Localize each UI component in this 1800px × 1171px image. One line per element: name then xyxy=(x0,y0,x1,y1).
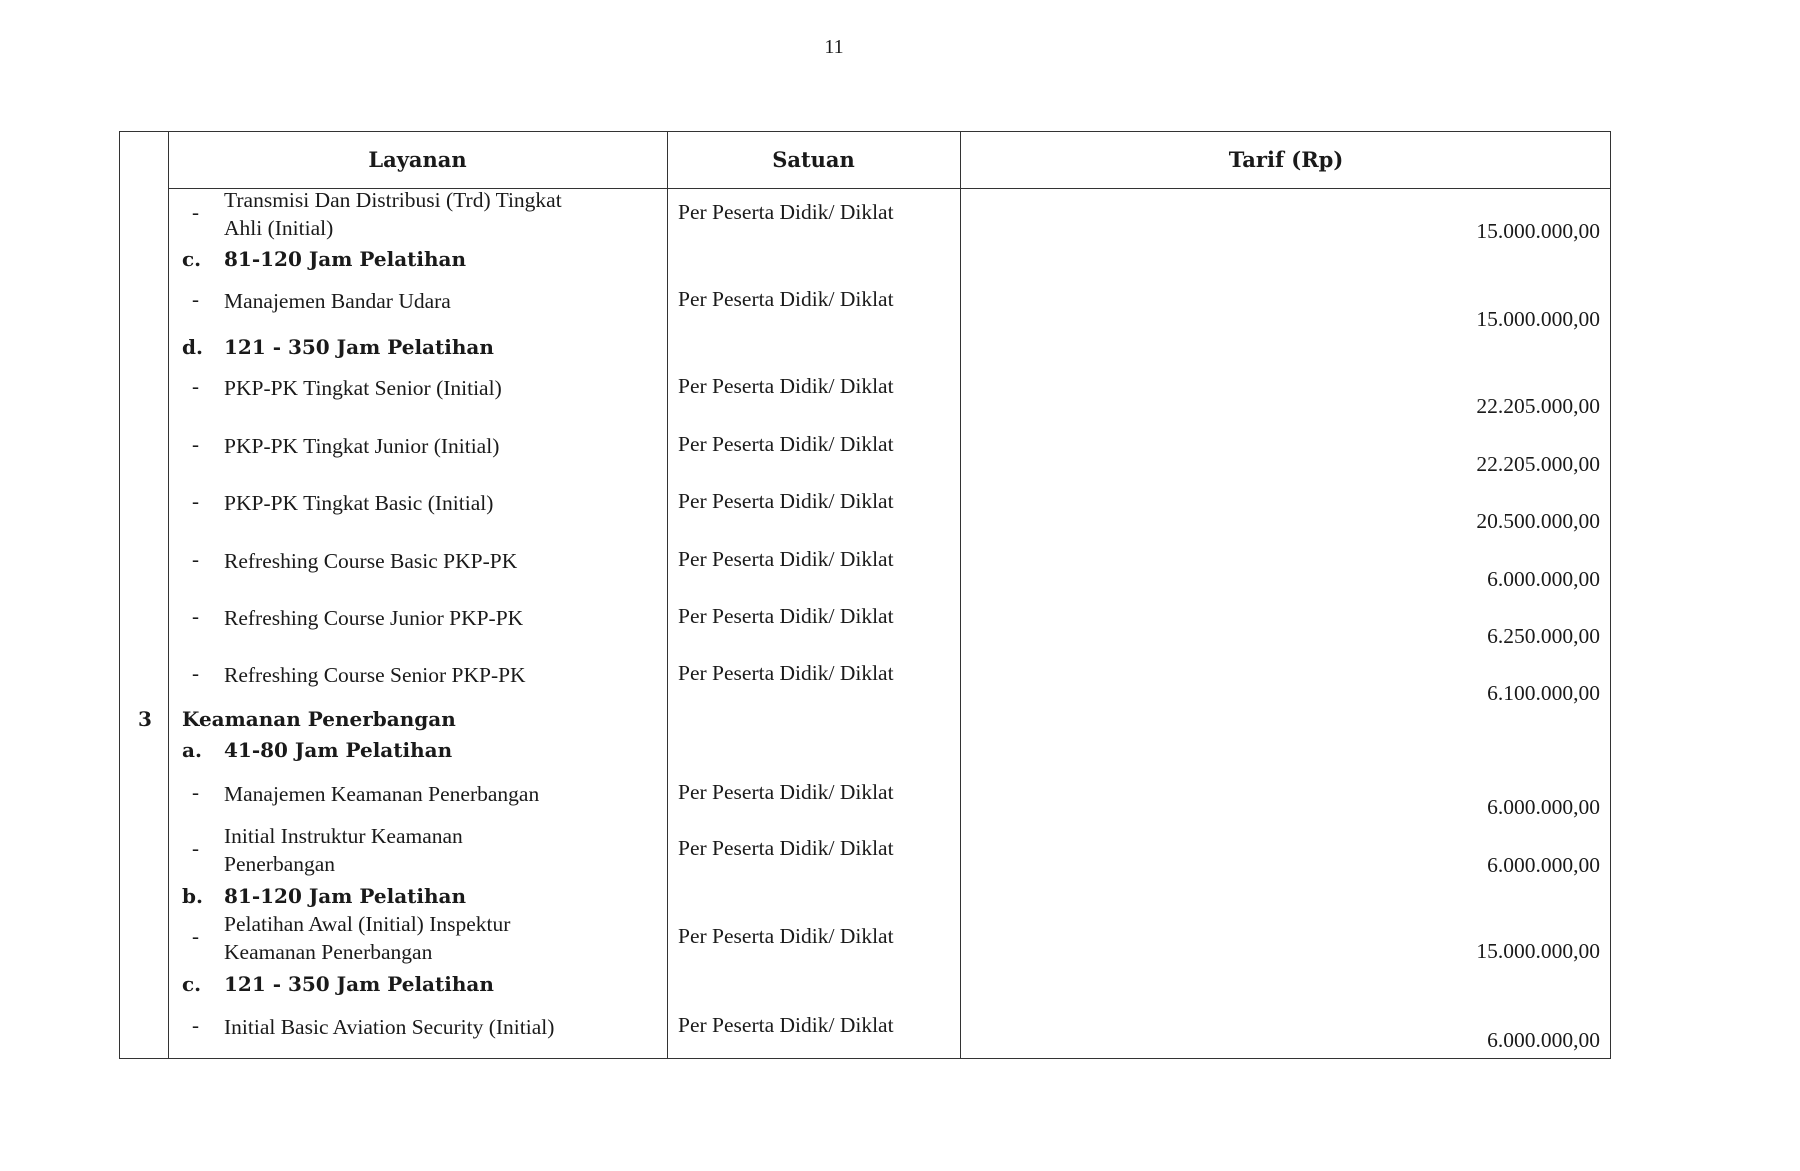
satuan-cell: Per Peserta Didik/ Diklat xyxy=(678,780,894,804)
tarif-cell: 6.000.000,00 xyxy=(1487,1028,1600,1052)
item-label: Refreshing Course Junior PKP-PK xyxy=(224,606,524,630)
tarif-cell: 6.000.000,00 xyxy=(1487,795,1600,819)
item-bullet: - xyxy=(192,924,199,948)
section-number: 3 xyxy=(138,707,152,731)
item-bullet: - xyxy=(192,287,199,311)
item-label: PKP-PK Tingkat Junior (Initial) xyxy=(224,434,500,458)
tarif-cell: 6.000.000,00 xyxy=(1487,853,1600,877)
tarif-cell: 22.205.000,00 xyxy=(1476,452,1600,476)
col-divider-satuan xyxy=(960,132,961,1058)
tarif-cell: 6.100.000,00 xyxy=(1487,681,1600,705)
item-label: Manajemen Keamanan Penerbangan xyxy=(224,782,540,806)
satuan-cell: Per Peserta Didik/ Diklat xyxy=(678,924,894,948)
satuan-cell: Per Peserta Didik/ Diklat xyxy=(678,604,894,628)
tariff-table xyxy=(119,131,1611,1059)
satuan-cell: Per Peserta Didik/ Diklat xyxy=(678,374,894,398)
item-bullet: - xyxy=(192,200,199,224)
item-bullet: - xyxy=(192,661,199,685)
subsection-letter: d. xyxy=(182,335,203,359)
item-label-continued: Keamanan Penerbangan xyxy=(224,940,433,964)
col-divider-layanan xyxy=(667,132,668,1058)
subsection-title: 121 - 350 Jam Pelatihan xyxy=(224,972,494,996)
satuan-cell: Per Peserta Didik/ Diklat xyxy=(678,287,894,311)
tarif-cell: 6.250.000,00 xyxy=(1487,624,1600,648)
section-title: Keamanan Penerbangan xyxy=(182,707,456,731)
item-bullet: - xyxy=(192,374,199,398)
item-label: Initial Basic Aviation Security (Initial) xyxy=(224,1015,555,1039)
satuan-cell: Per Peserta Didik/ Diklat xyxy=(678,547,894,571)
item-label: Refreshing Course Senior PKP-PK xyxy=(224,663,526,687)
item-bullet: - xyxy=(192,432,199,456)
tarif-cell: 15.000.000,00 xyxy=(1476,219,1600,243)
subsection-letter: b. xyxy=(182,884,203,908)
item-label: PKP-PK Tingkat Senior (Initial) xyxy=(224,376,502,400)
tarif-cell: 15.000.000,00 xyxy=(1476,939,1600,963)
subsection-letter: c. xyxy=(182,247,202,271)
item-bullet: - xyxy=(192,836,199,860)
satuan-cell: Per Peserta Didik/ Diklat xyxy=(678,489,894,513)
item-label: PKP-PK Tingkat Basic (Initial) xyxy=(224,491,494,515)
header-layanan: Layanan xyxy=(368,147,467,172)
tarif-cell: 15.000.000,00 xyxy=(1476,307,1600,331)
tarif-cell: 6.000.000,00 xyxy=(1487,567,1600,591)
item-label-continued: Ahli (Initial) xyxy=(224,216,334,240)
subsection-title: 81-120 Jam Pelatihan xyxy=(224,884,467,908)
subsection-letter: c. xyxy=(182,972,202,996)
header-satuan: Satuan xyxy=(772,147,855,172)
page-number: 11 xyxy=(824,36,844,58)
satuan-cell: Per Peserta Didik/ Diklat xyxy=(678,836,894,860)
item-label: Pelatihan Awal (Initial) Inspektur xyxy=(224,912,511,936)
item-bullet: - xyxy=(192,1013,199,1037)
item-bullet: - xyxy=(192,604,199,628)
satuan-cell: Per Peserta Didik/ Diklat xyxy=(678,200,894,224)
item-bullet: - xyxy=(192,489,199,513)
item-label-continued: Penerbangan xyxy=(224,852,336,876)
subsection-title: 121 - 350 Jam Pelatihan xyxy=(224,335,494,359)
item-label: Transmisi Dan Distribusi (Trd) Tingkat xyxy=(224,188,562,212)
item-bullet: - xyxy=(192,780,199,804)
col-divider-no xyxy=(168,132,169,1058)
subsection-title: 41-80 Jam Pelatihan xyxy=(224,738,453,762)
satuan-cell: Per Peserta Didik/ Diklat xyxy=(678,661,894,685)
satuan-cell: Per Peserta Didik/ Diklat xyxy=(678,1013,894,1037)
item-bullet: - xyxy=(192,547,199,571)
item-label: Initial Instruktur Keamanan xyxy=(224,824,463,848)
subsection-letter: a. xyxy=(182,738,202,762)
satuan-cell: Per Peserta Didik/ Diklat xyxy=(678,432,894,456)
tarif-cell: 20.500.000,00 xyxy=(1476,509,1600,533)
tarif-cell: 22.205.000,00 xyxy=(1476,394,1600,418)
item-label: Manajemen Bandar Udara xyxy=(224,289,451,313)
header-tarif: Tarif (Rp) xyxy=(1228,147,1344,172)
subsection-title: 81-120 Jam Pelatihan xyxy=(224,247,467,271)
item-label: Refreshing Course Basic PKP-PK xyxy=(224,549,518,573)
